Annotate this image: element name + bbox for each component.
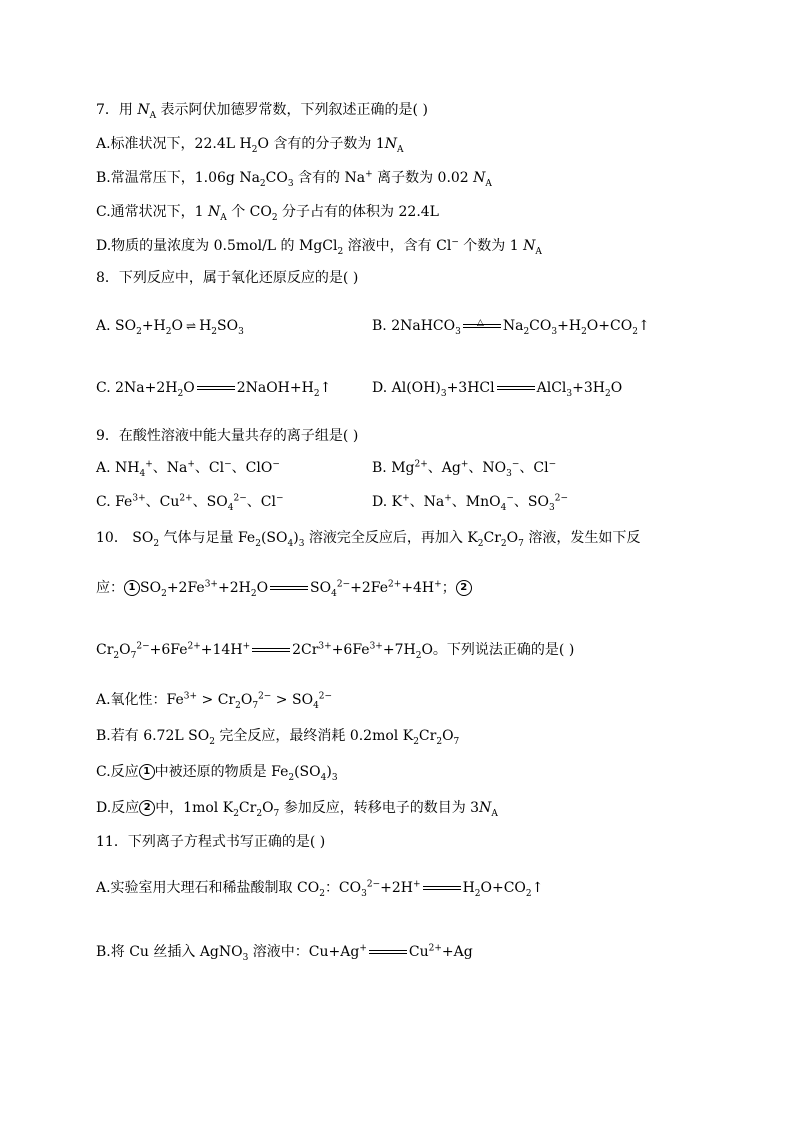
circled-two-icon: 2 (139, 800, 155, 816)
q9-stem: 9．在酸性溶液中能大量共存的离子组是( ) (96, 428, 359, 444)
q10-option-a[interactable]: A.氧化性：$Fe^{3+} > Cr_2O_7^{2-} > SO_4^{2-}$ (96, 691, 333, 711)
q7-option-a[interactable]: A.标准状况下，22.4L $H_2O$ 含有的分子数为 $1N_A$ (96, 136, 404, 155)
q8-option-a[interactable]: A. $SO_2+H_2O$ ⇌ $H_2SO_3$ (96, 318, 244, 337)
q11-option-a[interactable]: A.实验室用大理石和稀盐酸制取 $CO_2$：$CO_3^{2-}+2H^+$ $H_2O+CO_2↑$ (96, 879, 544, 899)
circled-two-icon: 2 (456, 580, 472, 596)
circled-one-icon: 1 (124, 580, 140, 596)
q10-stem-3: $Cr_2O_7^{2-}+6Fe^{2+}+14H^+$ $2Cr^{3+}+6Fe^{3+}+7H_2O$。下列说法正确的是( ) (96, 641, 575, 661)
circled-one-icon: 1 (139, 764, 155, 780)
q8-option-b[interactable]: B. 2NaHCO$_3$ △ $Na_2CO_3+H_2O+CO_2↑$ (372, 318, 650, 337)
q9-option-c[interactable]: C. $Fe^{3+}$、$Cu^{2+}$、$SO_4^{2-}$、Cl− (96, 493, 284, 513)
q10-option-d[interactable]: D.反应 2 中，1mol $K_2Cr_2O_7$ 参加反应，转移电子的数目为 $3N_A$ (96, 800, 498, 819)
q8-option-c[interactable]: C. $2Na+2H_2O$ $2NaOH+H_2↑$ (96, 380, 332, 399)
q8-option-d[interactable]: D. $Al(OH)_3+3HCl$ $AlCl_3+3H_2O$ (372, 380, 623, 399)
q9-option-b[interactable]: B. $Mg^{2+}$、Ag+、$NO_3^-$、Cl− (372, 459, 557, 479)
q10-option-b[interactable]: B.若有 6.72L $SO_2$ 完全反应，最终消耗 0.2mol $K_2Cr_2O_7$ (96, 728, 460, 747)
q9-option-d[interactable]: D. K+、Na+、MnO$_4$−、$SO_3^{2-}$ (372, 493, 569, 513)
q7-option-b[interactable]: B.常温常压下，1.06g $Na_2CO_3$ 含有的 Na+ 离子数为 0.02 $N_A$ (96, 169, 492, 189)
q8-stem: 8．下列反应中，属于氧化还原反应的是( ) (96, 270, 359, 286)
q10-stem-1: 10． $SO_2$ 气体与足量 $Fe_2(SO_4)_3$ 溶液完全反应后，再加入 $K_2Cr_2O_7$ 溶液，发生如下反 (96, 530, 641, 549)
q7-option-c[interactable]: C.通常状况下，1 $N_A$ 个 $CO_2$ 分子占有的体积为 22.4L (96, 204, 439, 223)
q7-stem: 7．用 $N_A$ 表示阿伏加德罗常数，下列叙述正确的是( ) (96, 102, 428, 121)
q10-option-c[interactable]: C.反应 1 中被还原的物质是 $Fe_2(SO_4)_3$ (96, 764, 338, 783)
q11-option-b[interactable]: B.将 Cu 丝插入 AgNO$_3$ 溶液中：Cu+Ag+ $Cu^{2+}+Ag$ (96, 943, 473, 963)
q9-option-a[interactable]: A. $NH_4^+$、Na+、Cl−、ClO− (96, 459, 280, 479)
q7-option-d[interactable]: D.物质的量浓度为 0.5mol/L 的 MgCl$_2$ 溶液中，含有 Cl− 个数为 1 $N_A$ (96, 237, 542, 257)
q11-stem: 11．下列离子方程式书写正确的是( ) (96, 834, 326, 850)
q10-stem-2: 应： 1 $SO_2+2Fe^{3+}+2H_2O$ $SO_4^{2-}+2Fe^{2+}+4H^+$； 2 (96, 578, 472, 598)
